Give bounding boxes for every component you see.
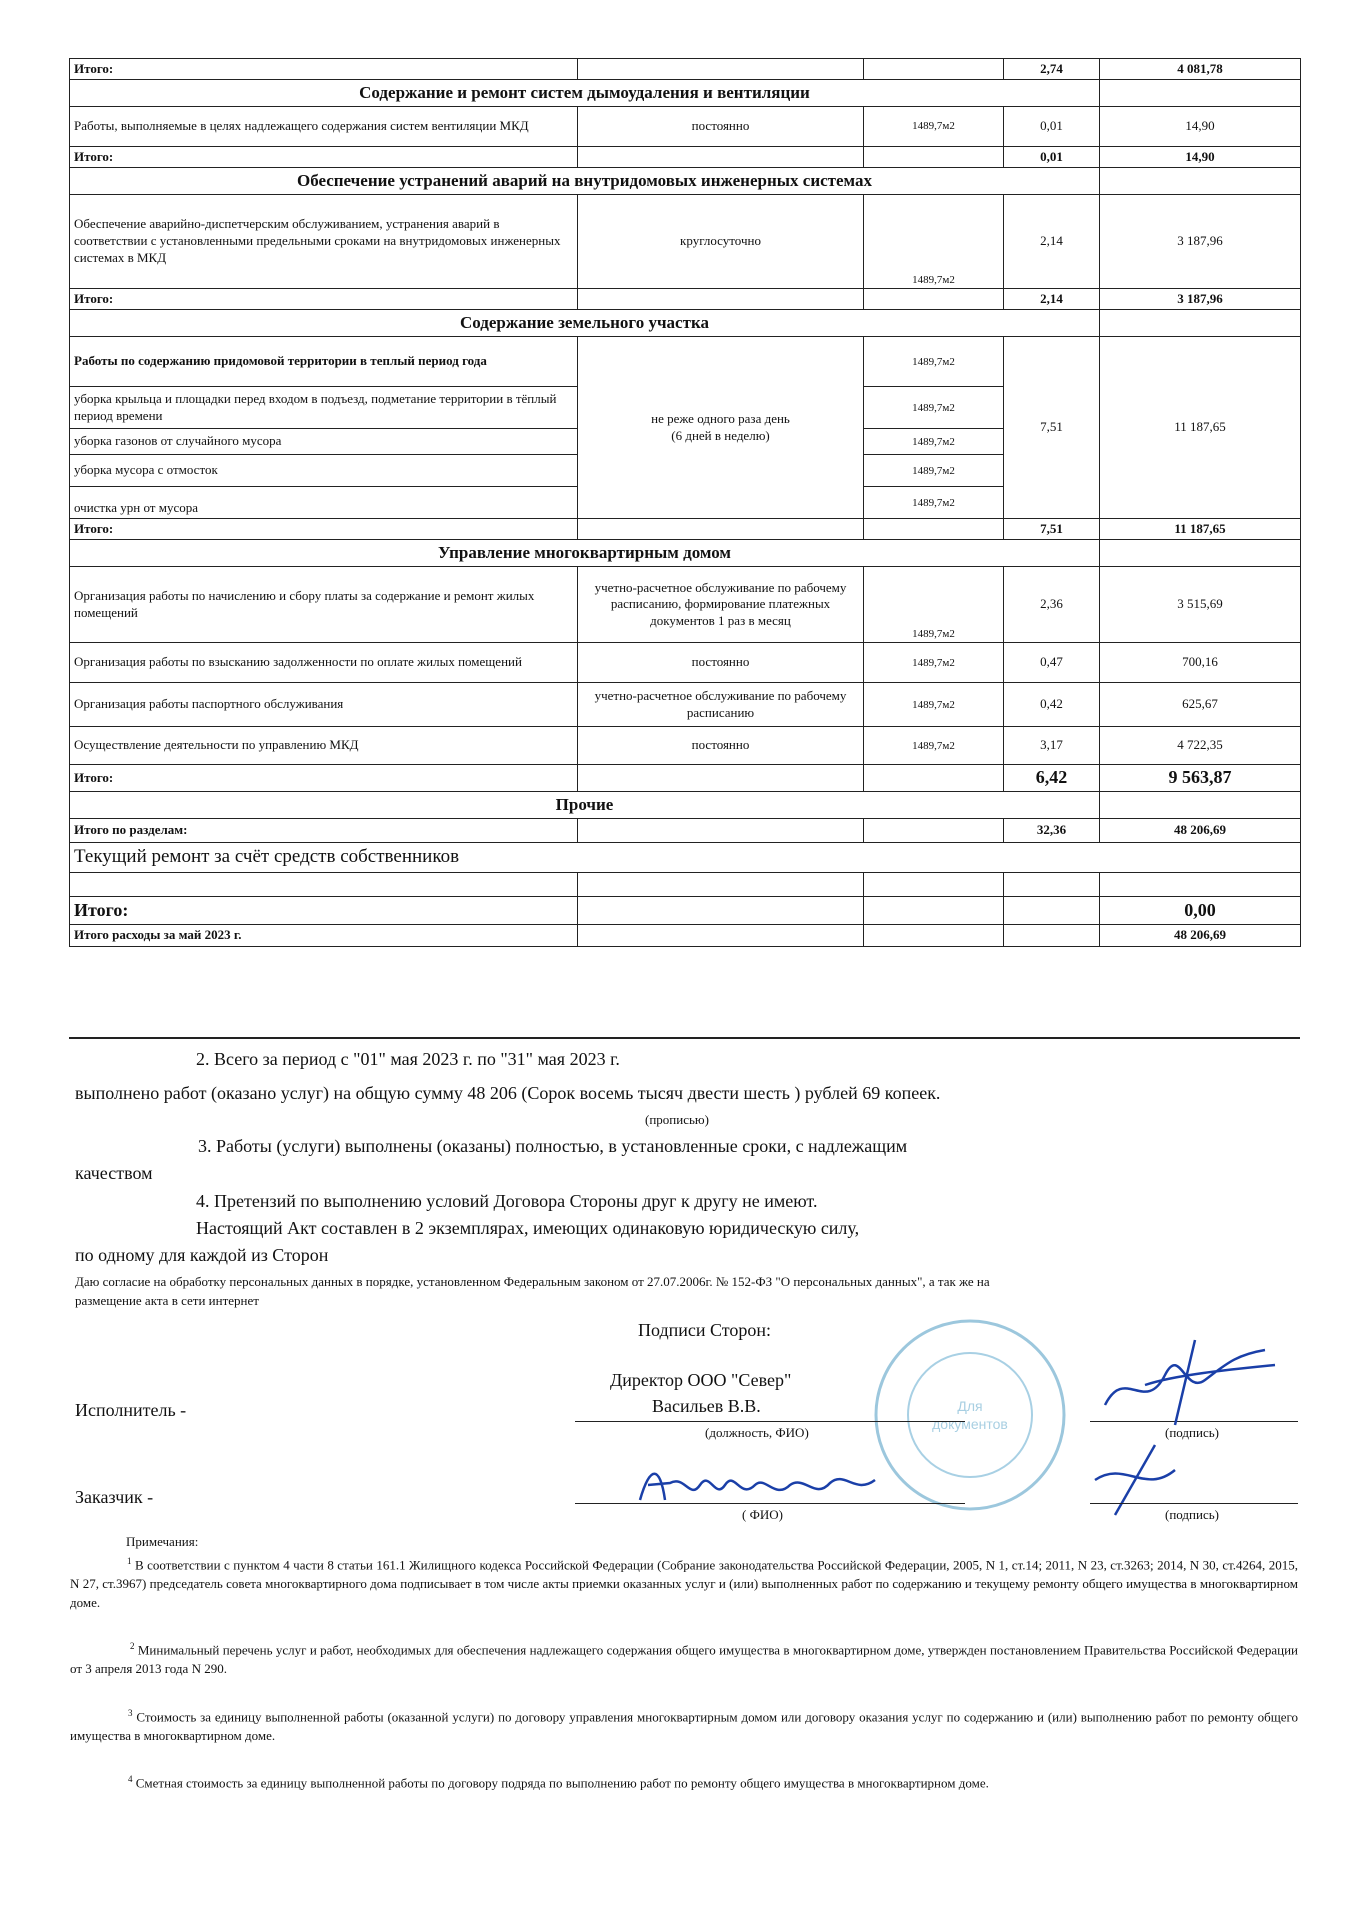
itogo-sum: 14,90 bbox=[1100, 147, 1301, 168]
svg-text:Для: Для bbox=[957, 1398, 983, 1414]
signatures-title: Подписи Сторон: bbox=[638, 1320, 772, 1340]
table-row bbox=[70, 683, 1301, 727]
service-rate: 0,01 bbox=[1004, 107, 1100, 147]
itogo-sections-rate: 32,36 bbox=[1004, 818, 1100, 842]
customer-signature bbox=[630, 1455, 890, 1510]
footnote-1 bbox=[70, 1555, 1298, 1613]
service-rate: 7,51 bbox=[1004, 337, 1100, 519]
table-row bbox=[70, 567, 1301, 643]
executor-signature bbox=[1085, 1335, 1285, 1430]
service-name: уборка крыльца и площадки перед входом в подъезд, подметание территории в тёплый период времени bbox=[70, 387, 578, 429]
footnote-4 bbox=[70, 1773, 1298, 1793]
table-row bbox=[70, 818, 1301, 842]
customer-sign-line bbox=[1090, 1503, 1298, 1504]
itogo-rate: 7,51 bbox=[1004, 519, 1100, 540]
service-name: очистка урн от мусора bbox=[70, 487, 578, 519]
service-name: уборка газонов от случайного мусора bbox=[70, 429, 578, 455]
service-name: Обеспечение аварийно-диспетчерским обслуживанием, устранения аварий в соответствии с установленными предельными сроками на внутридомовых инженерных системах в МКД bbox=[70, 195, 578, 289]
table-row bbox=[70, 765, 1301, 791]
service-rate: 3,17 bbox=[1004, 727, 1100, 765]
service-name: Организация работы по начислению и сбору платы за содержание и ремонт жилых помещений bbox=[70, 567, 578, 643]
service-sum: 700,16 bbox=[1100, 643, 1301, 683]
service-area: 1489,7м2 bbox=[864, 387, 1004, 429]
section-title: Обеспечение устранений аварий на внутридомовых инженерных системах bbox=[70, 168, 1100, 195]
service-area: 1489,7м2 bbox=[864, 429, 1004, 455]
svg-text:документов: документов bbox=[932, 1416, 1008, 1432]
section-title: Прочие bbox=[70, 791, 1100, 818]
footnote-text: Стоимость за единицу выполненной работы (оказанной услуги) по договору управления многоквартирным домом или договору оказания услуг по содержанию и (или) выполнению работ по ремонту общего имущества в многоквартирном доме. bbox=[70, 1709, 1298, 1744]
service-frequency bbox=[578, 337, 864, 519]
footnote-2 bbox=[70, 1640, 1298, 1679]
service-name: Организация работы паспортного обслуживания bbox=[70, 683, 578, 727]
itogo-sum: 3 187,96 bbox=[1100, 289, 1301, 310]
table-row bbox=[70, 727, 1301, 765]
repair-title: Текущий ремонт за счёт средств собственников bbox=[70, 842, 1301, 872]
service-sum: 3 515,69 bbox=[1100, 567, 1301, 643]
service-rate: 2,14 bbox=[1004, 195, 1100, 289]
service-area: 1489,7м2 bbox=[864, 455, 1004, 487]
frequency-line: не реже одного раза день bbox=[651, 410, 790, 426]
table-row bbox=[70, 195, 1301, 289]
itogo-label: Итого: bbox=[70, 59, 578, 80]
total-may-label: Итого расходы за май 2023 г. bbox=[70, 924, 578, 946]
itogo-sum: 11 187,65 bbox=[1100, 519, 1301, 540]
itogo-label: Итого: bbox=[70, 896, 578, 924]
table-row bbox=[70, 643, 1301, 683]
footnote-text: Сметная стоимость за единицу выполненной работы по договору подряда по выполнению работ по ремонту общего имущества в многоквартирном доме. bbox=[135, 1775, 989, 1791]
table-row bbox=[70, 519, 1301, 540]
service-area: 1489,7м2 bbox=[864, 487, 1004, 519]
paragraph-3-cont: качеством bbox=[75, 1163, 153, 1183]
service-rate: 0,47 bbox=[1004, 643, 1100, 683]
service-rate: 2,36 bbox=[1004, 567, 1100, 643]
service-frequency: постоянно bbox=[578, 727, 864, 765]
itogo-rate: 0,01 bbox=[1004, 147, 1100, 168]
executor-sign-caption: (подпись) bbox=[1165, 1425, 1219, 1440]
itogo-label: Итого: bbox=[70, 289, 578, 310]
customer-fio-line bbox=[575, 1503, 965, 1504]
footnote-text: В соответствии с пунктом 4 части 8 статьи 161.1 Жилищного кодекса Российской Федерации (Собрание законодательства Российской Федерации, 2005, N 1, ст.14; 2011, N 23, ст.3263; 2014, N 30, ст.4264, 2015, N 27, ст.3967) председатель совета многоквартирного дома подписывает в том числе акты приемки оказанных услуг и (или) выполненных работ по содержанию и текущему ремонту общего имущества в многоквартирном доме. bbox=[70, 1557, 1298, 1611]
service-area: 1489,7м2 bbox=[864, 683, 1004, 727]
service-area: 1489,7м2 bbox=[864, 643, 1004, 683]
service-frequency: учетно-расчетное обслуживание по рабочему расписанию bbox=[578, 683, 864, 727]
service-area: 1489,7м2 bbox=[864, 107, 1004, 147]
footnote-marker: 2 bbox=[130, 1641, 135, 1651]
itogo-rate: 2,74 bbox=[1004, 59, 1100, 80]
customer-sign-caption: (подпись) bbox=[1165, 1507, 1219, 1522]
service-sum: 625,67 bbox=[1100, 683, 1301, 727]
service-name: Осуществление деятельности по управлению МКД bbox=[70, 727, 578, 765]
section-title: Содержание и ремонт систем дымоудаления и вентиляции bbox=[70, 80, 1100, 107]
notes-title: Примечания: bbox=[126, 1534, 199, 1549]
section-header bbox=[70, 310, 1301, 337]
paragraph-5: Настоящий Акт составлен в 2 экземплярах, имеющих одинаковую юридическую силу, bbox=[196, 1218, 860, 1238]
itogo-rate: 6,42 bbox=[1004, 765, 1100, 791]
service-frequency: учетно-расчетное обслуживание по рабочему расписанию, формирование платежных документов 1 раз в месяц bbox=[578, 567, 864, 643]
table-row bbox=[70, 107, 1301, 147]
service-frequency: постоянно bbox=[578, 107, 864, 147]
frequency-line: (6 дней в неделю) bbox=[671, 427, 770, 443]
paragraph-4: 4. Претензий по выполнению условий Договора Стороны друг к другу не имеют. bbox=[196, 1191, 818, 1211]
table-row bbox=[70, 924, 1301, 946]
services-table bbox=[69, 58, 1301, 947]
service-sum: 3 187,96 bbox=[1100, 195, 1301, 289]
table-row bbox=[70, 872, 1301, 896]
itogo-sections-sum: 48 206,69 bbox=[1100, 818, 1301, 842]
service-area: 1489,7м2 bbox=[864, 727, 1004, 765]
section-header bbox=[70, 168, 1301, 195]
service-sum: 14,90 bbox=[1100, 107, 1301, 147]
consent-line: размещение акта в сети интернет bbox=[75, 1293, 259, 1308]
service-sum: 11 187,65 bbox=[1100, 337, 1301, 519]
section-header bbox=[70, 791, 1301, 818]
paragraph-2-sum: выполнено работ (оказано услуг) на общую сумму 48 206 (Сорок восемь тысяч двести шесть ) рублей 69 копеек. bbox=[75, 1083, 941, 1103]
itogo-label: Итого: bbox=[70, 519, 578, 540]
customer-caption: ( ФИО) bbox=[742, 1507, 783, 1522]
service-rate: 0,42 bbox=[1004, 683, 1100, 727]
footnote-marker: 3 bbox=[128, 1708, 133, 1718]
executor-label: Исполнитель - bbox=[75, 1400, 187, 1420]
table-row bbox=[70, 147, 1301, 168]
paragraph-5-cont: по одному для каждой из Сторон bbox=[75, 1245, 329, 1265]
service-name: Организация работы по взысканию задолженности по оплате жилых помещений bbox=[70, 643, 578, 683]
table-row bbox=[70, 337, 1301, 387]
service-area: 1489,7м2 bbox=[864, 567, 1004, 643]
section-header bbox=[70, 540, 1301, 567]
itogo-sections-label: Итого по разделам: bbox=[70, 818, 578, 842]
service-area: 1489,7м2 bbox=[864, 337, 1004, 387]
footnote-marker: 1 bbox=[127, 1556, 132, 1566]
itogo-label: Итого: bbox=[70, 147, 578, 168]
footnote-text: Минимальный перечень услуг и работ, необходимых для обеспечения надлежащего содержания общего имущества в многоквартирном доме, утвержден постановлением Правительства Российской Федерации от 3 апреля 2013 года N 290. bbox=[70, 1642, 1298, 1677]
table-row bbox=[70, 289, 1301, 310]
total-may-sum: 48 206,69 bbox=[1100, 924, 1301, 946]
stamp-seal bbox=[870, 1315, 1070, 1515]
executor-position-line bbox=[575, 1421, 965, 1422]
table-row bbox=[70, 842, 1301, 872]
footnote-marker: 4 bbox=[128, 1774, 133, 1784]
section-header bbox=[70, 80, 1301, 107]
service-frequency: круглосуточно bbox=[578, 195, 864, 289]
table-row bbox=[70, 896, 1301, 924]
paragraph-2: 2. Всего за период с "01" мая 2023 г. по "31" мая 2023 г. bbox=[196, 1049, 620, 1069]
divider bbox=[69, 1037, 1300, 1039]
service-sum: 4 722,35 bbox=[1100, 727, 1301, 765]
service-area: 1489,7м2 bbox=[864, 195, 1004, 289]
service-frequency: постоянно bbox=[578, 643, 864, 683]
itogo-sum: 4 081,78 bbox=[1100, 59, 1301, 80]
customer-label: Заказчик - bbox=[75, 1487, 154, 1507]
service-name: уборка мусора с отмосток bbox=[70, 455, 578, 487]
executor-caption: (должность, ФИО) bbox=[705, 1425, 809, 1440]
executor-name: Васильев В.В. bbox=[652, 1396, 761, 1416]
section-title: Управление многоквартирным домом bbox=[70, 540, 1100, 567]
consent-line: Даю согласие на обработку персональных данных в порядке, установленном Федеральным законом от 27.07.2006г. № 152-ФЗ "О персональных данных", а так же на bbox=[75, 1274, 990, 1289]
executor-position: Директор ООО "Север" bbox=[610, 1370, 792, 1390]
propis-caption: (прописью) bbox=[645, 1112, 709, 1127]
paragraph-3: 3. Работы (услуги) выполнены (оказаны) полностью, в установленные сроки, с надлежащим bbox=[198, 1136, 908, 1156]
itogo-sum: 0,00 bbox=[1100, 896, 1301, 924]
section-title: Содержание земельного участка bbox=[70, 310, 1100, 337]
service-name: Работы, выполняемые в целях надлежащего содержания систем вентиляции МКД bbox=[70, 107, 578, 147]
service-name: Работы по содержанию придомовой территории в теплый период года bbox=[70, 337, 578, 387]
itogo-sum: 9 563,87 bbox=[1100, 765, 1301, 791]
itogo-label: Итого: bbox=[70, 765, 578, 791]
itogo-rate: 2,14 bbox=[1004, 289, 1100, 310]
table-row bbox=[70, 59, 1301, 80]
footnote-3 bbox=[70, 1707, 1298, 1746]
